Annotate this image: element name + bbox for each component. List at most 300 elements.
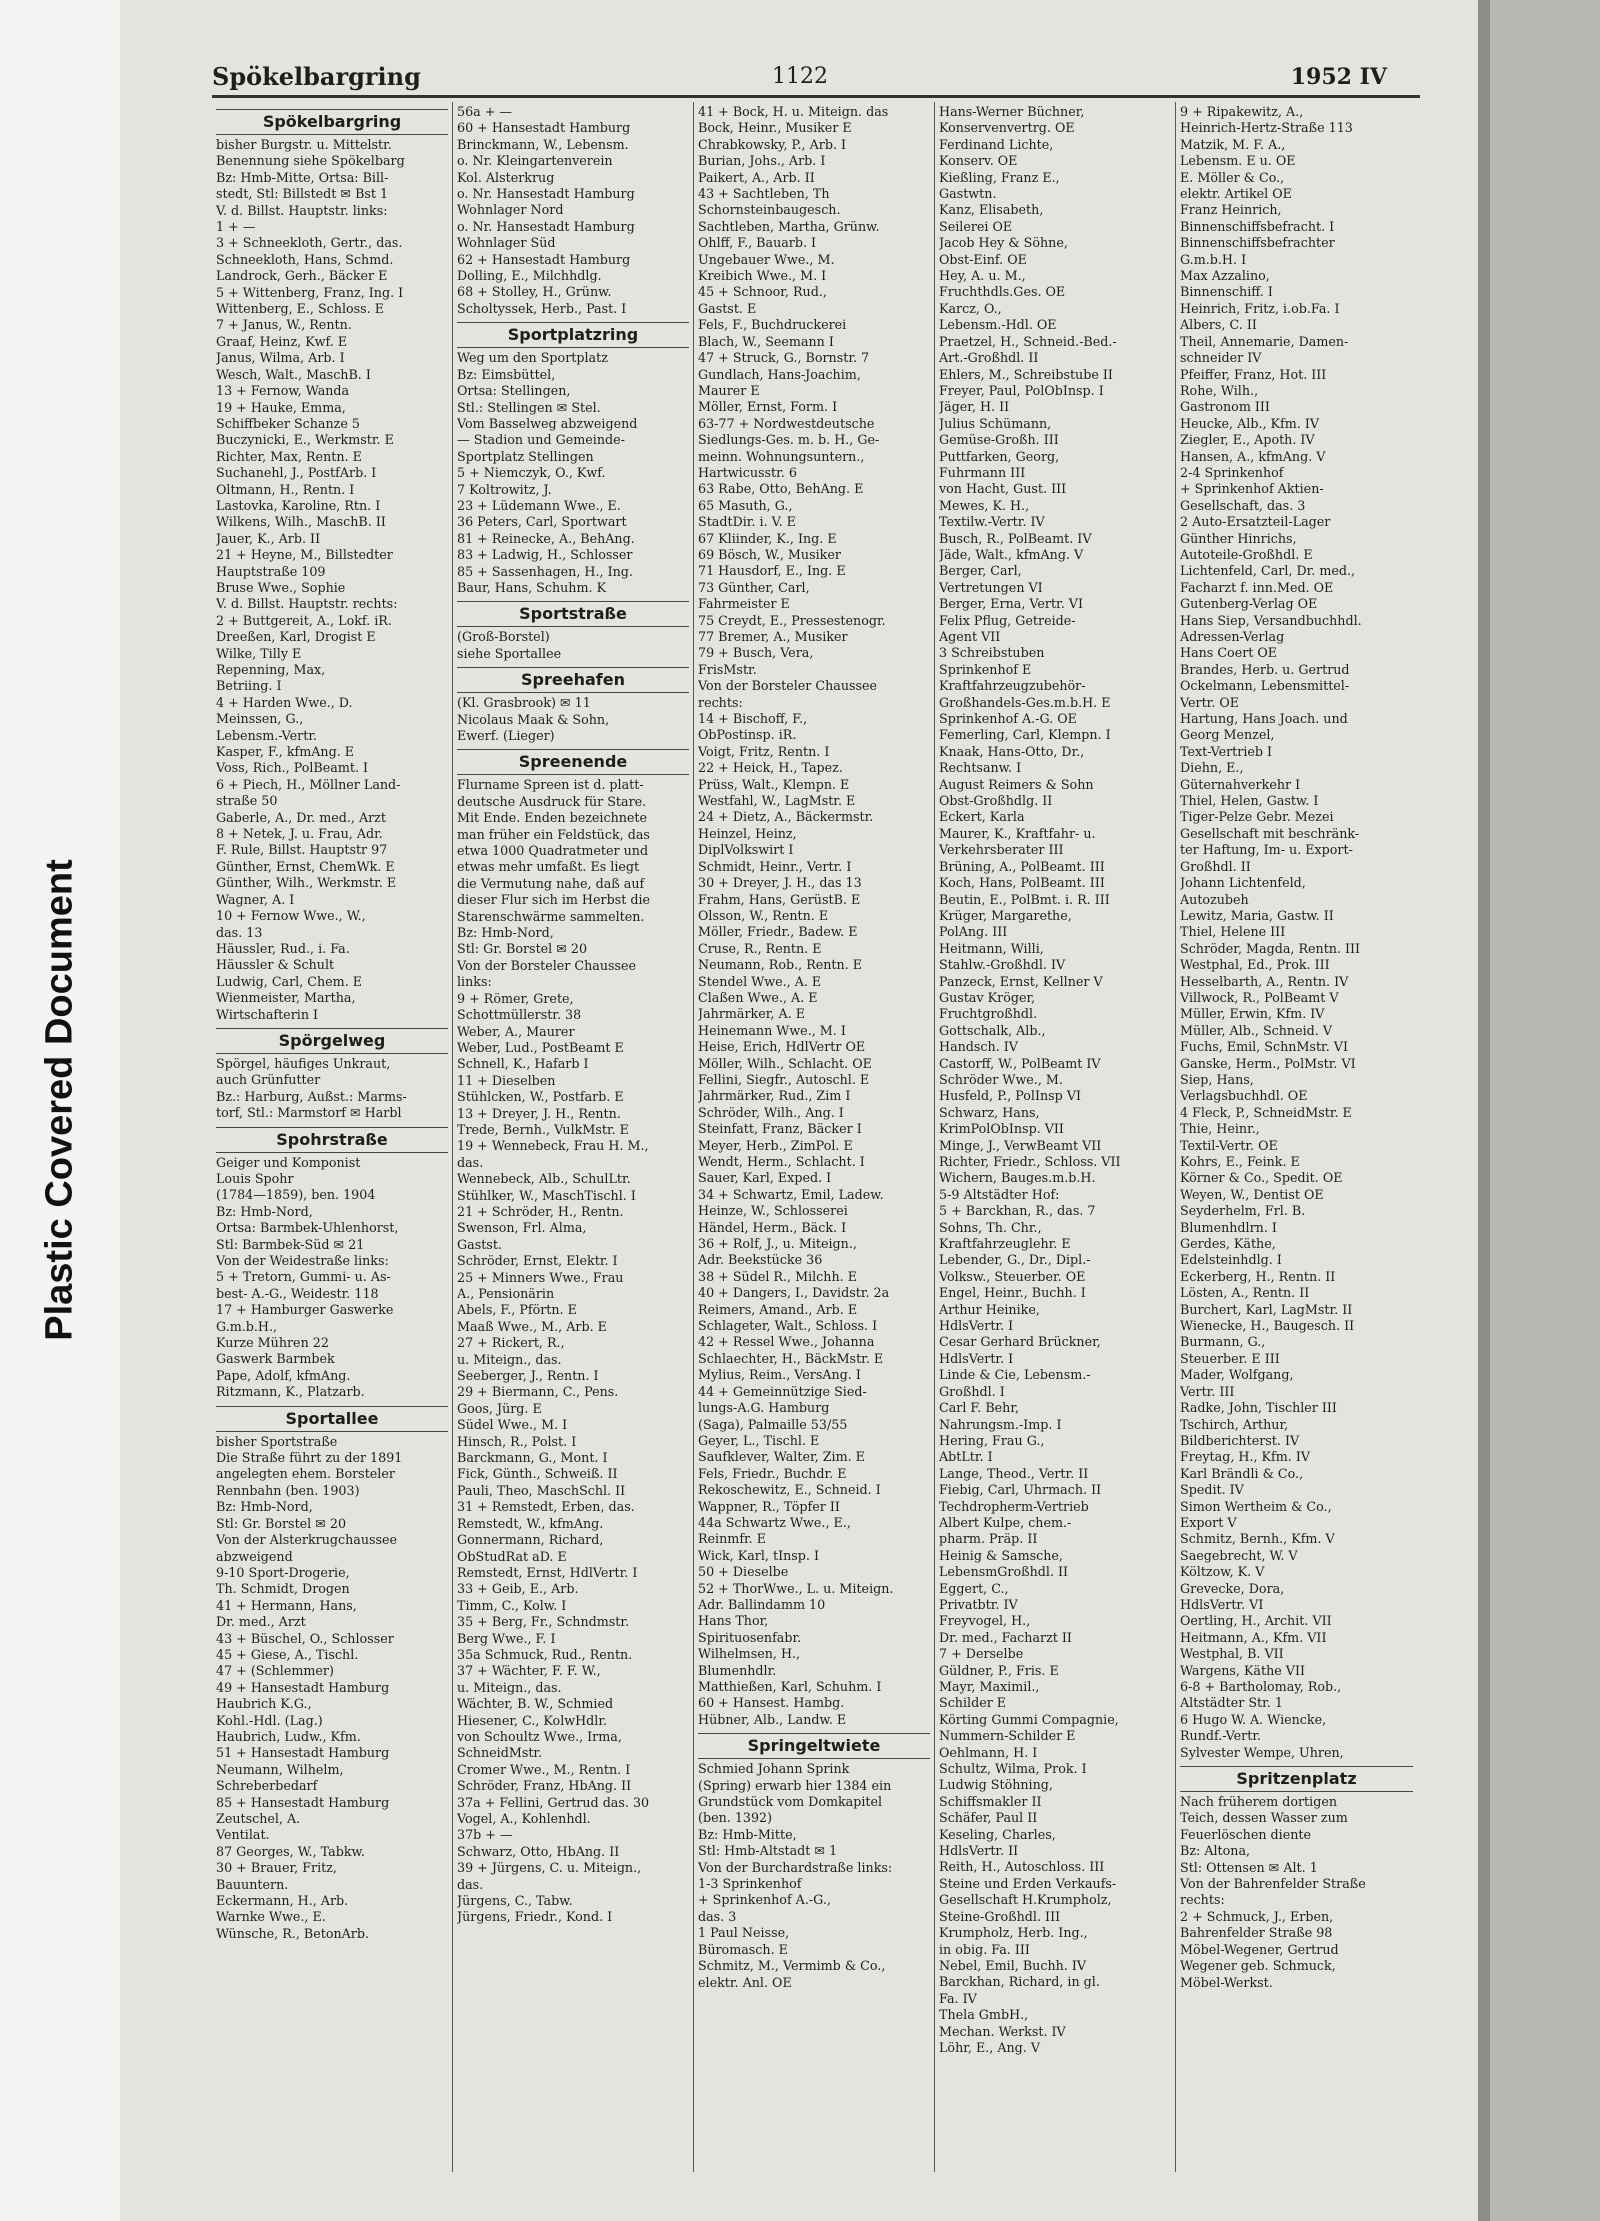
directory-entry: Burchert, Karl, LagMstr. II xyxy=(1180,1301,1353,1317)
directory-entry: A., Pensionärin xyxy=(457,1286,555,1301)
directory-entry: Voss, Rich., PolBeamt. I xyxy=(216,760,369,776)
directory-entry: Obst-Großhdlg. II xyxy=(939,793,1053,809)
directory-entry: Eckermann, H., Arb. xyxy=(216,1893,349,1909)
directory-entry: die Vermutung nahe, daß auf xyxy=(457,875,645,891)
directory-entry: Weber, A., Maurer xyxy=(457,1023,575,1039)
directory-entry: Von der Borsteler Chaussee xyxy=(698,678,878,694)
directory-entry: Hübner, Alb., Landw. E xyxy=(698,1711,847,1727)
directory-entry: Weyen, W., Dentist OE xyxy=(1180,1186,1324,1202)
directory-entry: abzweigend xyxy=(216,1548,293,1564)
directory-entry: E. Möller & Co., xyxy=(1180,169,1285,185)
directory-entry: Puttfarken, Georg, xyxy=(939,448,1060,464)
directory-entry: Wilke, Tilly E xyxy=(216,645,302,661)
directory-entry: Mader, Wolfgang, xyxy=(1180,1367,1294,1383)
directory-entry: Günther, Wilh., Werkmstr. E xyxy=(216,875,397,891)
directory-entry: Kraftfahrzeugzubehör- xyxy=(939,678,1086,694)
directory-entry: Fuchs, Emil, SchnMstr. VI xyxy=(1180,1039,1348,1055)
directory-entry: Grevecke, Dora, xyxy=(1180,1580,1285,1596)
directory-entry: 7 + Janus, W., Rentn. xyxy=(216,317,352,333)
directory-entry: Heinrich-Hertz-Straße 113 xyxy=(1180,120,1353,136)
directory-entry: o. Nr. Hansestadt Hamburg xyxy=(457,218,635,234)
directory-entry: Gesellschaft mit beschränk- xyxy=(1180,825,1360,841)
directory-entry: 2 Auto-Ersatzteil-Lager xyxy=(1180,514,1331,530)
directory-entry: Rundf.-Vertr. xyxy=(1180,1728,1262,1744)
directory-entry: Seeberger, J., Rentn. I xyxy=(457,1368,599,1384)
directory-entry: LebensmGroßhdl. II xyxy=(939,1564,1069,1580)
directory-entry: Buczynicki, E., Werkmstr. E xyxy=(216,432,394,448)
directory-entry: Schröder, Wilh., Ang. I xyxy=(698,1104,844,1120)
directory-entry: etwa 1000 Quadratmeter und xyxy=(457,843,649,859)
directory-entry: Hey, A. u. M., xyxy=(939,268,1026,284)
directory-entry: Schwarz, Otto, HbAng. II xyxy=(457,1843,620,1859)
directory-entry: Vertr. III xyxy=(1180,1383,1235,1399)
directory-entry: Karl Brändli & Co., xyxy=(1180,1465,1304,1481)
directory-entry: Benennung siehe Spökelbarg xyxy=(216,153,405,169)
directory-entry: Nahrungsm.-Imp. I xyxy=(939,1416,1062,1432)
column-2 xyxy=(453,102,694,2172)
street-heading: Spohrstraße xyxy=(216,1127,448,1153)
directory-entry: 1 + — xyxy=(216,219,256,235)
directory-entry: rechts: xyxy=(1180,1892,1225,1908)
directory-entry: u. Miteign., das. xyxy=(457,1679,562,1695)
directory-entry: Schmidt, Heinr., Vertr. I xyxy=(698,858,852,874)
directory-entry: Stl: Gr. Borstel ✉ 20 xyxy=(457,941,588,957)
directory-entry: straße 50 xyxy=(216,793,278,809)
directory-entry: Gundlach, Hans-Joachim, xyxy=(698,366,861,382)
directory-entry: Büromasch. E xyxy=(698,1941,788,1957)
directory-entry: deutsche Ausdruck für Stare. xyxy=(457,793,647,809)
directory-entry: KrimPolObInsp. VII xyxy=(939,1121,1064,1137)
directory-entry: von Hacht, Gust. III xyxy=(939,481,1067,497)
directory-entry: von Schoultz Wwe., Irma, xyxy=(457,1728,622,1744)
directory-entry: 19 + Wennebeck, Frau H. M., xyxy=(457,1138,649,1154)
directory-entry: Krüger, Margarethe, xyxy=(939,907,1072,923)
directory-entry: Schneekloth, Hans, Schmd. xyxy=(216,251,394,267)
directory-entry: Freyer, Paul, PolObInsp. I xyxy=(939,382,1104,398)
directory-entry: Johann Lichtenfeld, xyxy=(1180,875,1306,891)
directory-entry: Paikert, A., Arb. II xyxy=(698,169,815,185)
directory-entry: 21 + Schröder, H., Rentn. xyxy=(457,1203,624,1219)
directory-entry: Pape, Adolf, kfmAng. xyxy=(216,1367,351,1383)
directory-entry: Bz: Hmb-Mitte, xyxy=(698,1826,797,1842)
directory-entry: Repenning, Max, xyxy=(216,662,326,677)
directory-entry: Von der Bahrenfelder Straße xyxy=(1180,1876,1366,1892)
directory-entry: 11 + Dieselben xyxy=(457,1072,556,1088)
directory-entry: Weber, Lud., PostBeamt E xyxy=(457,1039,624,1055)
directory-entry: 87 Georges, W., Tabkw. xyxy=(216,1843,365,1859)
page-edge-shadow xyxy=(1478,0,1490,2221)
directory-entry: Export V xyxy=(1180,1514,1237,1530)
directory-entry: Thiel, Helene III xyxy=(1180,924,1286,940)
directory-entry: Meinssen, G., xyxy=(216,711,304,727)
directory-entry: Blumenhdlr. xyxy=(698,1662,777,1678)
directory-entry: 21 + Heyne, M., Billstedter xyxy=(216,547,393,563)
directory-entry: Georg Menzel, xyxy=(1180,727,1275,743)
directory-entry: o. Nr. Kleingartenverein xyxy=(457,153,613,169)
directory-entry: 7 + Derselbe xyxy=(939,1646,1024,1662)
directory-entry: 79 + Busch, Vera, xyxy=(698,645,814,661)
directory-entry: Lewitz, Maria, Gastw. II xyxy=(1180,907,1334,923)
directory-entry: Bz: Hmb-Nord, xyxy=(457,925,554,941)
directory-entry: Sprinkenhof A.-G. OE xyxy=(939,711,1077,727)
directory-entry: Agent VII xyxy=(939,629,1001,644)
directory-entry: Wienecke, H., Baugesch. II xyxy=(1180,1318,1355,1334)
directory-entry: Ortsa: Barmbek-Uhlenhorst, xyxy=(216,1220,399,1236)
directory-entry: 85 + Hansestadt Hamburg xyxy=(216,1794,390,1810)
directory-entry: Heitmann, Willi, xyxy=(939,940,1044,956)
directory-entry: 75 Creydt, E., Pressestenogr. xyxy=(698,612,886,628)
directory-entry: Sportplatz Stellingen xyxy=(457,448,594,464)
directory-entry: Adr. Beekstücke 36 xyxy=(698,1252,823,1268)
directory-entry: Lebensm.-Hdl. OE xyxy=(939,317,1057,333)
directory-entry: Müller, Erwin, Kfm. IV xyxy=(1180,1006,1325,1022)
directory-entry: Gutenberg-Verlag OE xyxy=(1180,596,1318,612)
directory-entry: Jahrmärker, A. E xyxy=(698,1006,805,1022)
directory-entry: 8 + Netek, J. u. Frau, Adr. xyxy=(216,826,383,842)
directory-entry: Dreeßen, Karl, Drogist E xyxy=(216,629,376,645)
directory-entry: Ockelmann, Lebensmittel- xyxy=(1180,678,1350,694)
directory-entry: Villwock, R., PolBeamt V xyxy=(1180,989,1339,1005)
directory-entry: Scholtyssek, Herb., Past. I xyxy=(457,300,627,316)
directory-entry: Barckmann, G., Mont. I xyxy=(457,1450,608,1466)
directory-entry: Jacob Hey & Söhne, xyxy=(939,235,1068,251)
directory-entry: Wilhelmsen, H., xyxy=(698,1646,801,1662)
directory-entry: Seilerei OE xyxy=(939,218,1013,234)
directory-entry: 51 + Hansestadt Hamburg xyxy=(216,1745,390,1761)
directory-entry: Autoteile-Großhdl. E xyxy=(1180,546,1313,562)
directory-entry: Th. Schmidt, Drogen xyxy=(216,1581,350,1597)
directory-entry: 45 + Schnoor, Rud., xyxy=(698,284,827,300)
directory-entry: Lichtenfeld, Carl, Dr. med., xyxy=(1180,563,1356,579)
directory-entry: Blach, W., Seemann I xyxy=(698,333,834,349)
directory-entry: 5 + Tretorn, Gummi- u. As- xyxy=(216,1269,391,1285)
directory-entry: Ludwig Stöhning, xyxy=(939,1777,1053,1793)
directory-entry: Wilkens, Wilh., MaschB. II xyxy=(216,514,386,530)
directory-entry: + Sprinkenhof Aktien- xyxy=(1180,481,1324,497)
directory-entry: Keseling, Charles, xyxy=(939,1826,1056,1842)
directory-entry: 39 + Jürgens, C. u. Miteign., xyxy=(457,1860,642,1876)
directory-entry: Diehn, E., xyxy=(1180,760,1244,776)
directory-entry: Flurname Spreen ist d. platt- xyxy=(457,777,644,793)
directory-entry: 43 + Büschel, O., Schlosser xyxy=(216,1630,394,1646)
directory-entry: 50 + Dieselbe xyxy=(698,1564,789,1580)
directory-entry: (Spring) erwarb hier 1384 ein xyxy=(698,1777,892,1793)
directory-entry: Geyer, L., Tischl. E xyxy=(698,1432,820,1448)
directory-entry: 24 + Dietz, A., Bäckermstr. xyxy=(698,809,874,825)
directory-entry: Wendt, Herm., Schlacht. I xyxy=(698,1154,865,1169)
directory-entry: 31 + Remstedt, Erben, das. xyxy=(457,1499,635,1515)
directory-entry: Blumenhdlrn. I xyxy=(1180,1219,1277,1235)
directory-entry: Günther Hinrichs, xyxy=(1180,530,1297,546)
directory-entry: torf, Stl.: Marmstorf ✉ Harbl xyxy=(216,1105,402,1121)
directory-entry: Gastst. E xyxy=(698,300,757,316)
directory-entry: Ortsa: Stellingen, xyxy=(457,383,571,399)
directory-entry: 36 Peters, Carl, Sportwart xyxy=(457,514,627,530)
directory-entry: Nicolaus Maak & Sohn, xyxy=(457,711,610,727)
directory-entry: Rohe, Wilh., xyxy=(1180,382,1259,398)
directory-entry: das. 13 xyxy=(216,924,263,940)
directory-entry: Körner & Co., Spedit. OE xyxy=(1180,1170,1343,1186)
directory-entry: Wick, Karl, tInsp. I xyxy=(698,1547,819,1563)
directory-entry: Reinmfr. E xyxy=(698,1531,767,1547)
directory-entry: schneider IV xyxy=(1180,350,1262,366)
directory-entry: Stahlw.-Großhdl. IV xyxy=(939,957,1066,973)
directory-entry: AbtLtr. I xyxy=(939,1449,993,1465)
directory-entry: Wappner, R., Töpfer II xyxy=(698,1498,840,1514)
directory-entry: 36 + Rolf, J., u. Miteign., xyxy=(698,1236,857,1252)
directory-entry: Grundstück vom Domkapitel xyxy=(698,1794,883,1810)
directory-entry: Wargens, Käthe VII xyxy=(1180,1662,1305,1678)
directory-entry: Handsch. IV xyxy=(939,1039,1018,1055)
directory-entry: Kraftfahrzeuglehr. E xyxy=(939,1236,1071,1252)
directory-entry: + Sprinkenhof A.-G., xyxy=(698,1892,831,1908)
directory-entry: Koch, Hans, PolBeamt. III xyxy=(939,875,1105,891)
directory-entry: Schreberbedarf xyxy=(216,1778,318,1794)
directory-entry: 30 + Brauer, Fritz, xyxy=(216,1860,337,1876)
directory-entry: Stl: Hmb-Altstadt ✉ 1 xyxy=(698,1843,838,1859)
directory-entry: in obig. Fa. III xyxy=(939,1941,1030,1957)
directory-entry: Sohns, Th. Chr., xyxy=(939,1219,1042,1235)
directory-entry: Ferdinand Lichte, xyxy=(939,136,1054,152)
directory-entry: Nebel, Emil, Buchh. IV xyxy=(939,1957,1087,1973)
directory-entry: Swenson, Frl. Alma, xyxy=(457,1220,587,1236)
directory-entry: Kohl.-Hdl. (Lag.) xyxy=(216,1712,323,1728)
directory-entry: Fels, F., Buchdruckerei xyxy=(698,317,847,333)
directory-entry: angelegten ehem. Borsteler xyxy=(216,1466,395,1482)
directory-entry: Altstädter Str. 1 xyxy=(1180,1695,1283,1711)
directory-entry: Gustav Kröger, xyxy=(939,989,1036,1005)
directory-entry: Neumann, Rob., Rentn. E xyxy=(698,957,863,973)
directory-entry: 63 Rabe, Otto, BehAng. E xyxy=(698,481,864,497)
directory-entry: Ventilat. xyxy=(216,1827,270,1843)
directory-entry: 13 + Fernow, Wanda xyxy=(216,383,350,399)
directory-entry: 52 + ThorWwe., L. u. Miteign. xyxy=(698,1580,894,1596)
directory-entry: 69 Bösch, W., Musiker xyxy=(698,546,841,562)
directory-entry: Binnenschiffsbefrachter xyxy=(1180,235,1335,251)
directory-entry: Jäde, Walt., kfmAng. V xyxy=(939,546,1084,562)
directory-entry: Praetzel, H., Schneid.-Bed.- xyxy=(939,333,1117,349)
directory-entry: Ziegler, E., Apoth. IV xyxy=(1180,432,1315,448)
directory-entry: G.m.b.H. I xyxy=(1180,251,1247,267)
directory-entry: Gerdes, Käthe, xyxy=(1180,1236,1276,1252)
directory-entry: SchneidMstr. xyxy=(457,1745,543,1761)
directory-entry: 5 + Wittenberg, Franz, Ing. I xyxy=(216,284,404,300)
directory-entry: Günther, Ernst, ChemWk. E xyxy=(216,858,395,874)
directory-entry: Wohnlager Süd xyxy=(457,235,556,251)
directory-entry: 4 Fleck, P., SchneidMstr. E xyxy=(1180,1104,1352,1120)
directory-entry: ObPostinsp. iR. xyxy=(698,727,797,743)
directory-entry: 81 + Reinecke, A., BehAng. xyxy=(457,530,635,546)
directory-entry: Louis Spohr xyxy=(216,1170,294,1186)
directory-entry: auch Grünfutter xyxy=(216,1072,321,1088)
directory-entry: Bz: Eimsbüttel, xyxy=(457,366,556,382)
directory-entry: Heinzel, Heinz, xyxy=(698,825,797,841)
directory-entry: 2 + Buttgereit, A., Lokf. iR. xyxy=(216,612,392,628)
directory-entry: 3 + Schneekloth, Gertr., das. xyxy=(216,235,403,251)
directory-entry: Radke, John, Tischler III xyxy=(1180,1400,1337,1416)
directory-entry: 5 + Niemczyk, O., Kwf. xyxy=(457,465,606,481)
directory-entry: Haubrich K.G., xyxy=(216,1696,312,1712)
directory-entry: Wünsche, R., BetonArb. xyxy=(216,1925,370,1941)
directory-entry: Busch, R., PolBeamt. IV xyxy=(939,530,1092,546)
directory-entry: Facharzt f. inn.Med. OE xyxy=(1180,579,1334,595)
directory-entry: Hiesener, C., KolwHdlr. xyxy=(457,1712,608,1728)
directory-entry: Müller, Alb., Schneid. V xyxy=(1180,1022,1333,1038)
directory-entry: man früher ein Feldstück, das xyxy=(457,826,650,842)
directory-entry: 38 + Südel R., Milchh. E xyxy=(698,1268,857,1284)
directory-entry: PolAng. III xyxy=(939,924,1008,940)
directory-entry: 60 + Hansestadt Hamburg xyxy=(457,120,631,136)
directory-entry: Graaf, Heinz, Kwf. E xyxy=(216,333,348,349)
directory-entry: Jahrmärker, Rud., Zim I xyxy=(698,1088,851,1104)
directory-entry: u. Miteign., das. xyxy=(457,1351,562,1367)
directory-entry: 44 + Gemeinnützige Sied- xyxy=(698,1383,867,1399)
directory-entry: Löhr, E., Ang. V xyxy=(939,2039,1041,2055)
directory-entry: 22 + Heick, H., Tapez. xyxy=(698,760,843,776)
directory-entry: Remstedt, W., kfmAng. xyxy=(457,1515,604,1531)
directory-entry: Janus, Wilma, Arb. I xyxy=(216,350,345,366)
directory-entry: Schottmüllerstr. 38 xyxy=(457,1007,582,1023)
directory-entry: Wennebeck, Alb., SchulLtr. xyxy=(457,1171,631,1187)
directory-entry: Suchanehl, J., PostfArb. I xyxy=(216,465,377,481)
directory-entry: Meyer, Herb., ZimPol. E xyxy=(698,1137,853,1153)
directory-entry: 13 + Dreyer, J. H., Rentn. xyxy=(457,1105,621,1121)
directory-entry: 73 Günther, Carl, xyxy=(698,579,810,595)
directory-entry: ObStudRat aD. E xyxy=(457,1548,567,1564)
directory-entry: Westphal, Ed., Prok. III xyxy=(1180,957,1330,973)
directory-entry: Ohlff, F., Bauarb. I xyxy=(698,235,817,251)
directory-entry: Fahrmeister E xyxy=(698,596,790,612)
directory-entry: Julius Schümann, xyxy=(939,415,1052,431)
directory-entry: Gesellschaft, das. 3 xyxy=(1180,497,1306,513)
directory-entry: Chrabkowsky, P., Arb. I xyxy=(698,136,847,152)
directory-entry: Haubrich, Ludw., Kfm. xyxy=(216,1728,361,1744)
directory-entry: Fa. IV xyxy=(939,1990,977,2006)
directory-entry: Möller, Friedr., Badew. E xyxy=(698,924,858,940)
directory-entry: Schröder, Franz, HbAng. II xyxy=(457,1778,632,1794)
directory-entry: Hering, Frau G., xyxy=(939,1432,1045,1448)
directory-entry: Zeutschel, A. xyxy=(216,1811,301,1826)
directory-entry: dieser Flur sich im Herbst die xyxy=(457,892,651,908)
directory-entry: 1 Paul Neisse, xyxy=(698,1925,790,1941)
directory-entry: 29 + Biermann, C., Pens. xyxy=(457,1384,619,1400)
directory-entry: Westfahl, W., LagMstr. E xyxy=(698,793,856,809)
directory-entry: Sachtleben, Martha, Grünw. xyxy=(698,218,880,234)
directory-entry: Gaberle, A., Dr. med., Arzt xyxy=(216,809,386,825)
directory-entry: 6 + Piech, H., Möllner Land- xyxy=(216,776,401,792)
directory-entry: Textil-Vertr. OE xyxy=(1180,1137,1278,1153)
directory-entry: HdlsVertr. VI xyxy=(1180,1596,1264,1612)
directory-entry: 27 + Rickert, R., xyxy=(457,1335,565,1351)
directory-entry: Steuerber. E III xyxy=(1180,1350,1280,1366)
directory-entry: Bock, Heinr., Musiker E xyxy=(698,120,852,136)
directory-entry: rechts: xyxy=(698,694,743,710)
directory-entry: Schiffsmakler II xyxy=(939,1793,1042,1809)
directory-entry: Albers, C. II xyxy=(1180,317,1257,333)
directory-entry: meinn. Wohnungsuntern., xyxy=(698,448,865,464)
directory-entry: (Groß-Borstel) xyxy=(457,629,550,645)
directory-entry: Eckerberg, H., Rentn. II xyxy=(1180,1268,1336,1284)
directory-entry: Spedit. IV xyxy=(1180,1482,1244,1498)
directory-entry: 10 + Fernow Wwe., W., xyxy=(216,908,366,924)
directory-entry: Timm, C., Kolw. I xyxy=(457,1597,567,1613)
directory-entry: Jürgens, C., Tabw. xyxy=(457,1893,573,1909)
directory-entry: Spörgel, häufiges Unkraut, xyxy=(216,1055,391,1071)
directory-entry: Schlageter, Walt., Schloss. I xyxy=(698,1318,878,1334)
directory-entry: HdlsVertr. I xyxy=(939,1318,1014,1334)
directory-entry: Cruse, R., Rentn. E xyxy=(698,940,822,956)
directory-entry: Schröder Wwe., M. xyxy=(939,1071,1063,1087)
directory-entry: Vertr. OE xyxy=(1180,694,1240,710)
directory-entry: Saegebrecht, W. V xyxy=(1180,1547,1298,1563)
directory-entry: Richter, Friedr., Schloss. VII xyxy=(939,1154,1121,1169)
directory-entry: Kohrs, E., Feink. E xyxy=(1180,1154,1300,1169)
directory-entry: Hans Siep, Versandbuchhdl. xyxy=(1180,612,1362,628)
directory-entry: Güldner, P., Fris. E xyxy=(939,1662,1059,1678)
directory-entry: Gaswerk Barmbek xyxy=(216,1351,335,1367)
directory-entry: Berger, Carl, xyxy=(939,563,1022,579)
directory-entry: elektr. Artikel OE xyxy=(1180,186,1292,202)
directory-entry: Wittenberg, E., Schloss. E xyxy=(216,301,385,317)
directory-entry: Bz.: Harburg, Außst.: Marms- xyxy=(216,1088,407,1104)
directory-entry: HdlsVertr. II xyxy=(939,1843,1019,1859)
directory-entry: Hesselbarth, A., Rentn. IV xyxy=(1180,973,1349,989)
directory-entry: Schäfer, Paul II xyxy=(939,1810,1038,1826)
directory-entry: Trede, Bernh., VulkMstr. E xyxy=(457,1121,629,1137)
directory-entry: 85 + Sassenhagen, H., Ing. xyxy=(457,563,633,579)
directory-entry: Fruchtgroßhdl. xyxy=(939,1006,1038,1022)
directory-entry: Krumpholz, Herb. Ing., xyxy=(939,1925,1088,1941)
directory-entry: Goos, Jürg. E xyxy=(457,1400,542,1416)
directory-entry: G.m.b.H., xyxy=(216,1318,278,1334)
directory-entry: Neumann, Wilhelm, xyxy=(216,1761,344,1777)
directory-entry: Hansen, A., kfmAng. V xyxy=(1180,448,1326,464)
directory-entry: Tschirch, Arthur, xyxy=(1180,1416,1289,1432)
directory-entry: Weg um den Sportplatz xyxy=(457,350,608,366)
directory-entry: Husfeld, P., PolInsp VI xyxy=(939,1088,1082,1104)
header-rule xyxy=(212,95,1420,98)
directory-entry: Möller, Wilh., Schlacht. OE xyxy=(698,1055,872,1071)
directory-entry: Vertretungen VI xyxy=(939,579,1043,595)
directory-entry: Rekoschewitz, E., Schneid. I xyxy=(698,1482,881,1498)
directory-entry: Schröder, Magda, Rentn. III xyxy=(1180,940,1361,956)
directory-entry: Binnenschiff. I xyxy=(1180,284,1273,300)
directory-entry: Bz: Hmb-Mitte, Ortsa: Bill- xyxy=(216,169,389,185)
directory-entry: Großhdl. II xyxy=(1180,858,1251,874)
page-header xyxy=(212,60,1417,100)
directory-entry: Hans-Werner Büchner, xyxy=(939,104,1085,119)
directory-entry: Privatbtr. IV xyxy=(939,1596,1018,1612)
directory-entry: Rennbahn (ben. 1903) xyxy=(216,1482,360,1498)
directory-entry: Häussler, Rud., i. Fa. xyxy=(216,940,350,956)
directory-entry: Beutin, E., PolBmt. i. R. III xyxy=(939,891,1110,907)
directory-entry: Cesar Gerhard Brückner, xyxy=(939,1334,1101,1350)
directory-entry: Schornsteinbaugesch. xyxy=(698,202,841,218)
directory-entry: (Kl. Grasbrook) ✉ 11 xyxy=(457,695,591,711)
directory-entry: Gottschalk, Alb., xyxy=(939,1022,1046,1038)
directory-entry: Matthießen, Karl, Schuhm. I xyxy=(698,1679,882,1694)
directory-entry: 42 + Ressel Wwe., Johanna xyxy=(698,1334,875,1350)
directory-entry: Adr. Ballindamm 10 xyxy=(698,1596,826,1612)
directory-entry: 3 Schreibstuben xyxy=(939,645,1045,661)
directory-entry: Bildberichterst. IV xyxy=(1180,1432,1300,1448)
directory-entry: pharm. Präp. II xyxy=(939,1531,1038,1547)
directory-entry: Femerling, Carl, Klempn. I xyxy=(939,727,1111,743)
directory-entry: Wienmeister, Martha, xyxy=(216,990,356,1006)
directory-entry: Engel, Heinr., Buchh. I xyxy=(939,1285,1086,1301)
directory-entry: Kießling, Franz E., xyxy=(939,169,1060,185)
directory-entry: Die Straße führt zu der 1891 xyxy=(216,1450,403,1466)
